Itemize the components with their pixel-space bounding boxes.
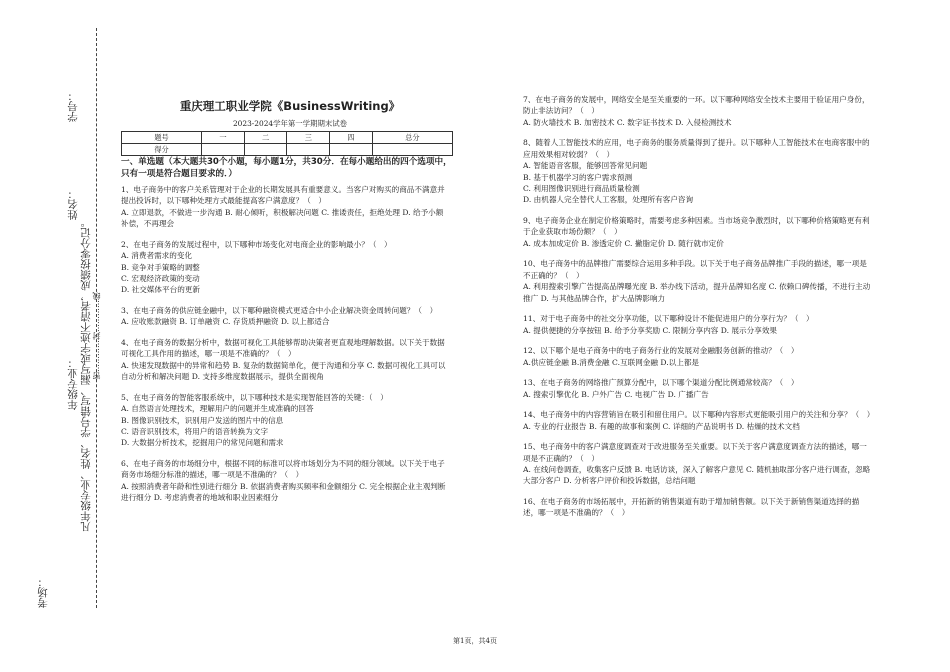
question-item	[121, 337, 448, 383]
question-option: B. 竞争对手策略的调整	[121, 262, 200, 272]
score-cell: 二	[244, 132, 287, 144]
question-item	[121, 239, 448, 296]
question-option: A. 在线问卷调查，收集客户反馈 B. 电话访谈，深入了解客户意见 C. 随机抽取部分客户进行调查，忽略大部分客户 D. 分析客户评价和投诉数据，总结问题	[523, 465, 871, 486]
question-stem: 9、电子商务企业在制定价格策略时，需要考虑多种因素。当市场竞争激烈时，以下哪种价格策略更有利于企业获取市场份额？（ ）	[523, 216, 870, 237]
question-item	[523, 313, 873, 336]
question-option: A. 快速发现数据中的异常和趋势 B. 复杂的数据简单化，便于沟通和分享 C. 数据可视化工具可以自动分析和解决问题 D. 支持多维度数据展示，提供全面视角	[121, 360, 446, 382]
notice-text: 凡年级专业、姓名、学号错写、漏写或字迹不清者，成绩按零分记。	[80, 217, 92, 532]
exam-site-label: 考场：	[37, 576, 49, 608]
question-stem: 5、在电子商务的智能客服系统中，以下哪种技术是实现智能回答的关键：（ ）	[121, 392, 388, 402]
question-option: A. 利用搜索引擎广告提高品牌曝光度 B. 举办线下活动，提升品牌知名度 C. 依赖口碑传播，不进行主动推广 D. 与其他品牌合作，扩大品牌影响力	[523, 282, 871, 303]
question-stem: 13、在电子商务的网络推广预算分配中，以下哪个渠道分配比例通常较高？（ ）	[523, 378, 799, 388]
seal-marks: 密…………封…………线	[92, 292, 101, 380]
question-option: A. 搜索引擎优化 B. 户外广告 C. 电视广告 D. 广播广告	[523, 389, 709, 399]
question-stem: 16、在电子商务的市场拓展中，开拓新的销售渠道有助于增加销售额。以下关于新销售渠道选择的描述，哪一项是不准确的？（ ）	[523, 497, 860, 518]
score-cell: 三	[287, 132, 330, 144]
question-stem: 3、在电子商务的供应链金融中，以下哪种融资模式更适合中小企业解决资金周转问题？（ ）	[121, 306, 438, 316]
question-stem: 8、随着人工智能技术的应用，电子商务的服务质量得到了提升。以下哪种人工智能技术在电商客服中的应用效果相对较弱？（ ）	[523, 138, 870, 159]
exam-subtitle: 2023-2024学年第一学期期末试卷	[232, 119, 348, 128]
question-option: C. 利用图像识别进行商品质量检测	[523, 184, 640, 194]
question-stem: 11、对于电子商务中的社交分享功能，以下哪种设计不能促进用户的分享行为？（ ）	[523, 314, 814, 324]
score-table-header-row	[122, 132, 453, 144]
score-cell: 总分	[372, 132, 452, 144]
question-option: A. 智能语音客服，能够回答常见问题	[523, 161, 648, 171]
question-stem: 12、以下哪个是电子商务中的电子商务行业的发展对金融服务创新的推动？（ ）	[523, 346, 799, 356]
question-option: D. 大数据分析技术，挖掘用户的常见问题和需求	[121, 438, 284, 448]
score-cell: 题号	[122, 132, 202, 144]
score-cell: 得分	[122, 144, 202, 156]
question-item	[523, 215, 873, 249]
name-label: 姓名：	[67, 188, 79, 220]
question-stem: 10、电子商务中的品牌推广需要综合运用多种手段。以下关于电子商务品牌推广手段的描述，哪一项是不正确的？（ ）	[523, 259, 867, 280]
right-question-column	[523, 94, 873, 528]
question-item	[523, 94, 873, 128]
question-option: A.供应链金融 B.消费金融 C.互联网金融 D.以上都是	[523, 357, 700, 367]
question-stem: 1、电子商务中的客户关系管理对于企业的长期发展具有重要意义。当客户对购买的商品不满意并提出投诉时，以下哪种处理方式最能提高客户满意度？（ ）	[121, 185, 445, 206]
question-option: C. 宏观经济政策的变动	[121, 274, 200, 284]
score-input-cell[interactable]	[202, 144, 245, 156]
question-stem: 7、在电子商务的发展中，网络安全是至关重要的一环。以下哪种网络安全技术主要用于验证用户身份，防止非法访问？（ ）	[523, 95, 870, 116]
question-item	[523, 409, 873, 432]
question-item	[523, 137, 873, 205]
question-option: D. 由机器人完全替代人工客服，处理所有客户咨询	[523, 195, 694, 205]
score-input-cell[interactable]	[372, 144, 452, 156]
question-option: D. 社交媒体平台的更新	[121, 285, 200, 295]
question-option: A. 提供便捷的分享按钮 B. 给予分享奖励 C. 限制分享内容 D. 展示分享效果	[523, 325, 778, 335]
section-heading: 一、单选题（本大题共30个小题，每小题1分，共30分．在每小题给出的四个选项中，只有一项是符合题目要求的．）	[121, 157, 452, 180]
class-label: 年级专业：	[67, 357, 79, 410]
question-option: A. 消费者需求的变化	[121, 251, 193, 261]
exam-title: 重庆理工职业学院《BusinessWriting》	[179, 99, 401, 113]
question-option: A. 自然语言处理技术，理解用户的问题并生成准确的回答	[121, 404, 314, 414]
question-item	[121, 305, 448, 328]
binding-strip	[0, 0, 108, 672]
question-item	[523, 496, 873, 519]
page-footer: 第1页，共4页	[453, 637, 497, 645]
score-input-cell[interactable]	[287, 144, 330, 156]
question-stem: 15、电子商务中的客户满意度调查对于改进服务至关重要。以下关于客户满意度调查方法的描述，哪一项是不正确的？（ ）	[523, 442, 867, 463]
score-table-score-row	[122, 144, 453, 156]
question-item	[523, 345, 873, 368]
score-cell: 四	[330, 132, 373, 144]
question-option: A. 立即退款，不做进一步沟通 B. 耐心倾听，积极解决问题 C. 推诿责任，拒绝处理 D. 给予小额补偿，不再理会	[121, 207, 444, 229]
question-stem: 6、在电子商务的市场细分中，根据不同的标准可以将市场划分为不同的细分领域。以下关于电子商务市场细分标准的描述，哪一项是不准确的？（ ）	[121, 459, 445, 480]
question-option: B. 图像识别技术，识别用户发送的图片中的信息	[121, 415, 284, 425]
question-option: A. 防火墙技术 B. 加密技术 C. 数字证书技术 D. 入侵检测技术	[523, 117, 732, 127]
question-item	[121, 458, 448, 504]
question-stem: 2、在电子商务的发展过程中，以下哪种市场变化对电商企业的影响最小？（ ）	[121, 239, 392, 249]
question-option: A. 专业的行业报告 B. 有趣的故事和案例 C. 详细的产品说明书 D. 枯燥的技术文档	[523, 421, 800, 431]
question-option: A. 按照消费者年龄和性别进行细分 B. 依据消费者购买频率和金额细分 C. 完全根据企业主观判断进行细分 D. 考虑消费者的地域和职业因素细分	[121, 481, 446, 503]
question-stem: 4、在电子商务的数据分析中，数据可视化工具能够帮助决策者更直观地理解数据。以下关于数据可视化工具作用的描述，哪一项是不准确的？（ ）	[121, 338, 445, 359]
score-table	[121, 131, 453, 156]
question-item	[121, 184, 448, 230]
question-option: A. 应收账款融资 B. 订单融资 C. 存货质押融资 D. 以上都适合	[121, 317, 330, 327]
score-input-cell[interactable]	[330, 144, 373, 156]
question-item	[121, 392, 448, 449]
score-input-cell[interactable]	[244, 144, 287, 156]
question-option: B. 基于机器学习的客户需求预测	[523, 172, 633, 182]
question-stem: 14、电子商务中的内容营销旨在吸引和留住用户。以下哪种内容形式更能吸引用户的关注和分享？（ ）	[523, 410, 875, 420]
question-item	[523, 441, 873, 487]
question-item	[523, 377, 873, 400]
question-option: A. 成本加成定价 B. 渗透定价 C. 撇脂定价 D. 随行就市定价	[523, 238, 724, 248]
question-item	[523, 258, 873, 304]
question-option: C. 语音识别技术，将用户的语音转换为文字	[121, 427, 269, 437]
score-cell: 一	[202, 132, 245, 144]
left-question-column	[121, 184, 448, 513]
student-id-label: 学号：	[67, 90, 79, 122]
